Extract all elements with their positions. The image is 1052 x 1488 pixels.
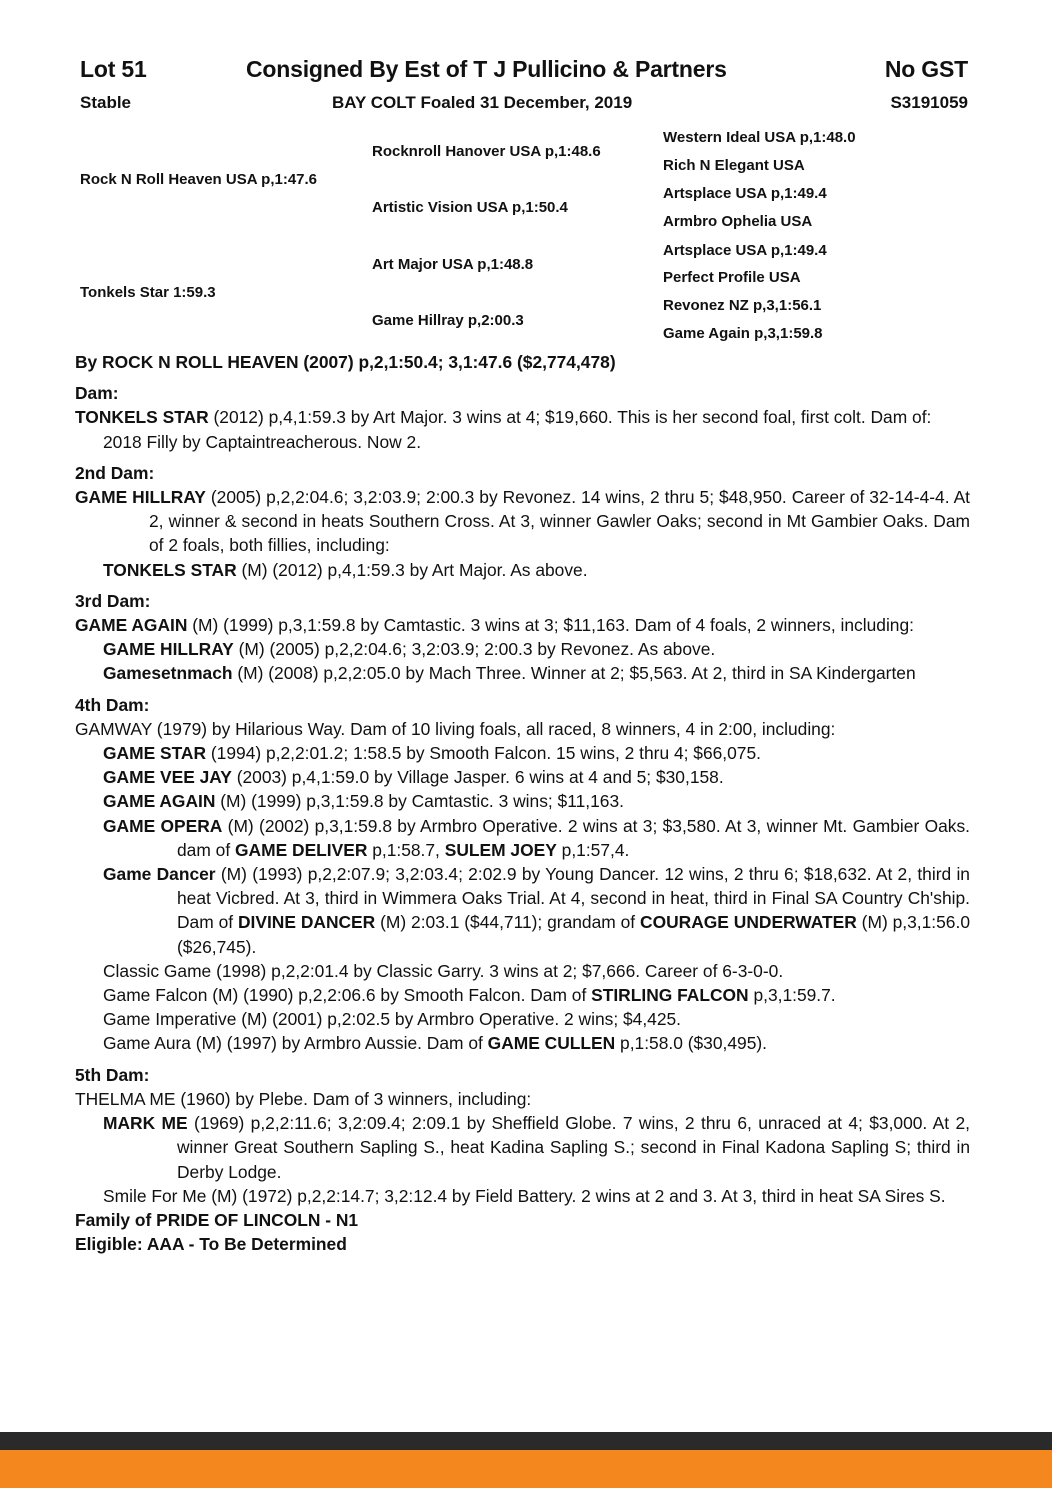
horse-name: GAME STAR	[103, 743, 207, 764]
dam-entry	[75, 613, 970, 637]
horse-name: Gamesetnmach	[103, 663, 233, 684]
section-title: 2nd Dam:	[75, 462, 155, 483]
horse-name: GAME DELIVER	[235, 839, 368, 860]
progeny-entry: Classic Game (1998) p,2,2:01.4 by Classic Garry. 3 wins at 2; $7,666. Career of 6-3-0-0.	[103, 960, 784, 981]
entry-text: (M) 2:03.1 ($44,711); grandam of	[375, 912, 641, 933]
horse-name: GAME AGAIN	[75, 615, 188, 636]
consignor: Consigned By Est of T J Pullicino & Partners	[246, 56, 727, 82]
progeny-entry	[75, 1111, 970, 1184]
section-title: 5th Dam:	[75, 1064, 150, 1085]
progeny-entry	[75, 558, 970, 582]
section-4th-dam	[75, 693, 970, 1056]
pedigree-sire: Rock N Roll Heaven USA p,1:47.6	[80, 171, 318, 188]
pedigree-gen3: Armbro Ophelia USA	[663, 213, 813, 230]
section-title: 3rd Dam:	[75, 590, 151, 611]
entry-text: (2005) p,2,2:04.6; 3,2:03.9; 2:00.3 by Revonez. 14 wins, 2 thru 5; $48,950. Career of 32-14-4-4. At 2, winner & second in heats Southern Cross. At 3, winner Gawler Oaks; second in Mt Gambier Oaks. Dam of 2 foals, both fillies, including:	[149, 487, 970, 556]
progeny-entry	[75, 789, 970, 813]
pedigree-dam-sire: Art Major USA p,1:48.8	[372, 256, 534, 273]
dam-entry	[75, 405, 970, 429]
entry-text: (M) (1999) p,3,1:59.8 by Camtastic. 3 wins; $11,163.	[215, 791, 624, 812]
horse-name: STIRLING FALCON	[591, 985, 749, 1006]
entry-text: p,3,1:59.7.	[748, 985, 836, 1006]
dam-entry: THELMA ME (1960) by Plebe. Dam of 3 winners, including:	[75, 1088, 532, 1109]
entry-text: (M) (2012) p,4,1:59.3 by Art Major. As above.	[236, 559, 588, 580]
section-title: 4th Dam:	[75, 694, 150, 715]
pedigree-gen3: Game Again p,3,1:59.8	[663, 325, 823, 342]
pedigree-sire-dam: Artistic Vision USA p,1:50.4	[372, 199, 568, 216]
entry-text: (M) (1999) p,3,1:59.8 by Camtastic. 3 wins at 3; $11,163. Dam of 4 foals, 2 winners, including:	[187, 615, 914, 636]
pedigree-gen3: Artsplace USA p,1:49.4	[663, 242, 827, 259]
section-2nd-dam	[75, 461, 970, 582]
pedigree-dam-dam: Game Hillray p,2:00.3	[372, 312, 524, 329]
horse-name: GAME HILLRAY	[75, 487, 206, 508]
entry-text: p,1:57,4.	[556, 839, 630, 860]
horse-name: TONKELS STAR	[103, 559, 237, 580]
horse-name: GAME AGAIN	[103, 791, 216, 812]
footer-band-dark	[0, 1432, 1052, 1450]
dam-entry	[75, 485, 970, 558]
horse-name: MARK ME	[103, 1113, 188, 1134]
horse-name: GAME HILLRAY	[103, 639, 234, 660]
entry-text: (M) (2008) p,2,2:05.0 by Mach Three. Winner at 2; $5,563. At 2, third in SA Kindergarten	[232, 663, 916, 684]
progeny-entry	[75, 661, 970, 685]
gst-status: No GST	[884, 56, 968, 82]
eligibility-line: Eligible: AAA - To Be Determined	[75, 1234, 347, 1255]
family-line: Family of PRIDE OF LINCOLN - N1	[75, 1209, 359, 1230]
entry-text: (M) (2005) p,2,2:04.6; 3,2:03.9; 2:00.3 by Revonez. As above.	[233, 639, 716, 660]
pedigree-gen3: Artsplace USA p,1:49.4	[663, 185, 827, 202]
pedigree-gen3: Western Ideal USA p,1:48.0	[663, 129, 856, 146]
entry-text: p,1:58.7,	[367, 839, 445, 860]
pedigree-dam: Tonkels Star 1:59.3	[80, 284, 216, 301]
horse-name: GAME VEE JAY	[103, 767, 232, 788]
progeny-entry: Smile For Me (M) (1972) p,2,2:14.7; 3,2:12.4 by Field Battery. 2 wins at 2 and 3. At 3, third in heat SA Sires S.	[103, 1185, 946, 1206]
horse-name: DIVINE DANCER	[237, 912, 376, 933]
footer-band-orange	[0, 1450, 1052, 1488]
pedigree-gen3: Rich N Elegant USA	[663, 157, 805, 174]
location: Stable	[80, 93, 132, 112]
sire-line: By ROCK N ROLL HEAVEN (2007) p,2,1:50.4; 3,1:47.6 ($2,774,478)	[75, 352, 616, 372]
progeny-entry	[75, 637, 970, 661]
section-3rd-dam	[75, 589, 970, 686]
entry-text: Game Aura (M) (1997) by Armbro Aussie. Dam of	[103, 1033, 488, 1054]
progeny-entry	[75, 1031, 970, 1055]
entry-text: (M) p,3,1:56.0 ($26,745).	[177, 912, 970, 957]
section-title: Dam:	[75, 383, 119, 404]
progeny-entry: Game Imperative (M) (2001) p,2:02.5 by Armbro Operative. 2 wins; $4,425.	[103, 1009, 682, 1030]
horse-name: TONKELS STAR	[75, 407, 209, 428]
pedigree-gen3: Revonez NZ p,3,1:56.1	[663, 297, 822, 314]
section-5th-dam	[75, 1063, 970, 1208]
horse-name: SULEM JOEY	[444, 839, 557, 860]
horse-name: Game Dancer	[103, 864, 216, 885]
progeny-entry	[75, 983, 970, 1007]
horse-name: GAME CULLEN	[487, 1033, 616, 1054]
pedigree-sire-sire: Rocknroll Hanover USA p,1:48.6	[372, 143, 601, 160]
horse-name: COURAGE UNDERWATER	[640, 912, 857, 933]
entry-text: Game Falcon (M) (1990) p,2,2:06.6 by Smooth Falcon. Dam of	[103, 985, 592, 1006]
entry-text: (1994) p,2,2:01.2; 1:58.5 by Smooth Falcon. 15 wins, 2 thru 4; $66,075.	[206, 743, 761, 764]
foal-entry: 2018 Filly by Captaintreacherous. Now 2.	[103, 431, 422, 452]
progeny-entry	[75, 814, 970, 862]
entry-text: (M) (2002) p,3,1:59.8 by Armbro Operative. 2 wins at 3; $3,580. At 3, winner Mt. Gambier Oaks. dam of	[177, 815, 970, 860]
pedigree-gen3: Perfect Profile USA	[663, 269, 801, 286]
entry-text: p,1:58.0 ($30,495).	[615, 1033, 767, 1054]
horse-name: GAME OPERA	[103, 815, 223, 836]
progeny-entry	[75, 741, 970, 765]
section-dam	[75, 381, 970, 454]
catalogue-body	[75, 350, 970, 1256]
lot-number: Lot 51	[80, 56, 147, 82]
entry-text: (2003) p,4,1:59.0 by Village Jasper. 6 wins at 4 and 5; $30,158.	[231, 767, 724, 788]
lot-code: S3191059	[890, 93, 968, 112]
horse-description: BAY COLT Foaled 31 December, 2019	[332, 93, 633, 112]
entry-text: (1969) p,2,2:11.6; 3,2:09.4; 2:09.1 by Sheffield Globe. 7 wins, 2 thru 6, unraced at 4; $3,000. At 2, winner Great Southern Sapling S., heat Kadina Sapling S.; second in Final Kadona Sapling S; third in Derby Lodge.	[177, 1113, 970, 1182]
entry-text: (M) (1993) p,2,2:07.9; 3,2:03.4; 2:02.9 by Young Dancer. 12 wins, 2 thru 6; $18,632. At 2, third in heat Vicbred. At 3, third in Wimmera Oaks Trial. At 4, second in heat, third in Final SA Country Ch'ship. Dam of	[177, 864, 970, 933]
progeny-entry	[75, 862, 970, 959]
entry-text: (2012) p,4,1:59.3 by Art Major. 3 wins at 4; $19,660. This is her second foal, first colt. Dam of:	[208, 407, 932, 428]
dam-entry: GAMWAY (1979) by Hilarious Way. Dam of 10 living foals, all raced, 8 winners, 4 in 2:00, including:	[75, 718, 836, 739]
progeny-entry	[75, 765, 970, 789]
